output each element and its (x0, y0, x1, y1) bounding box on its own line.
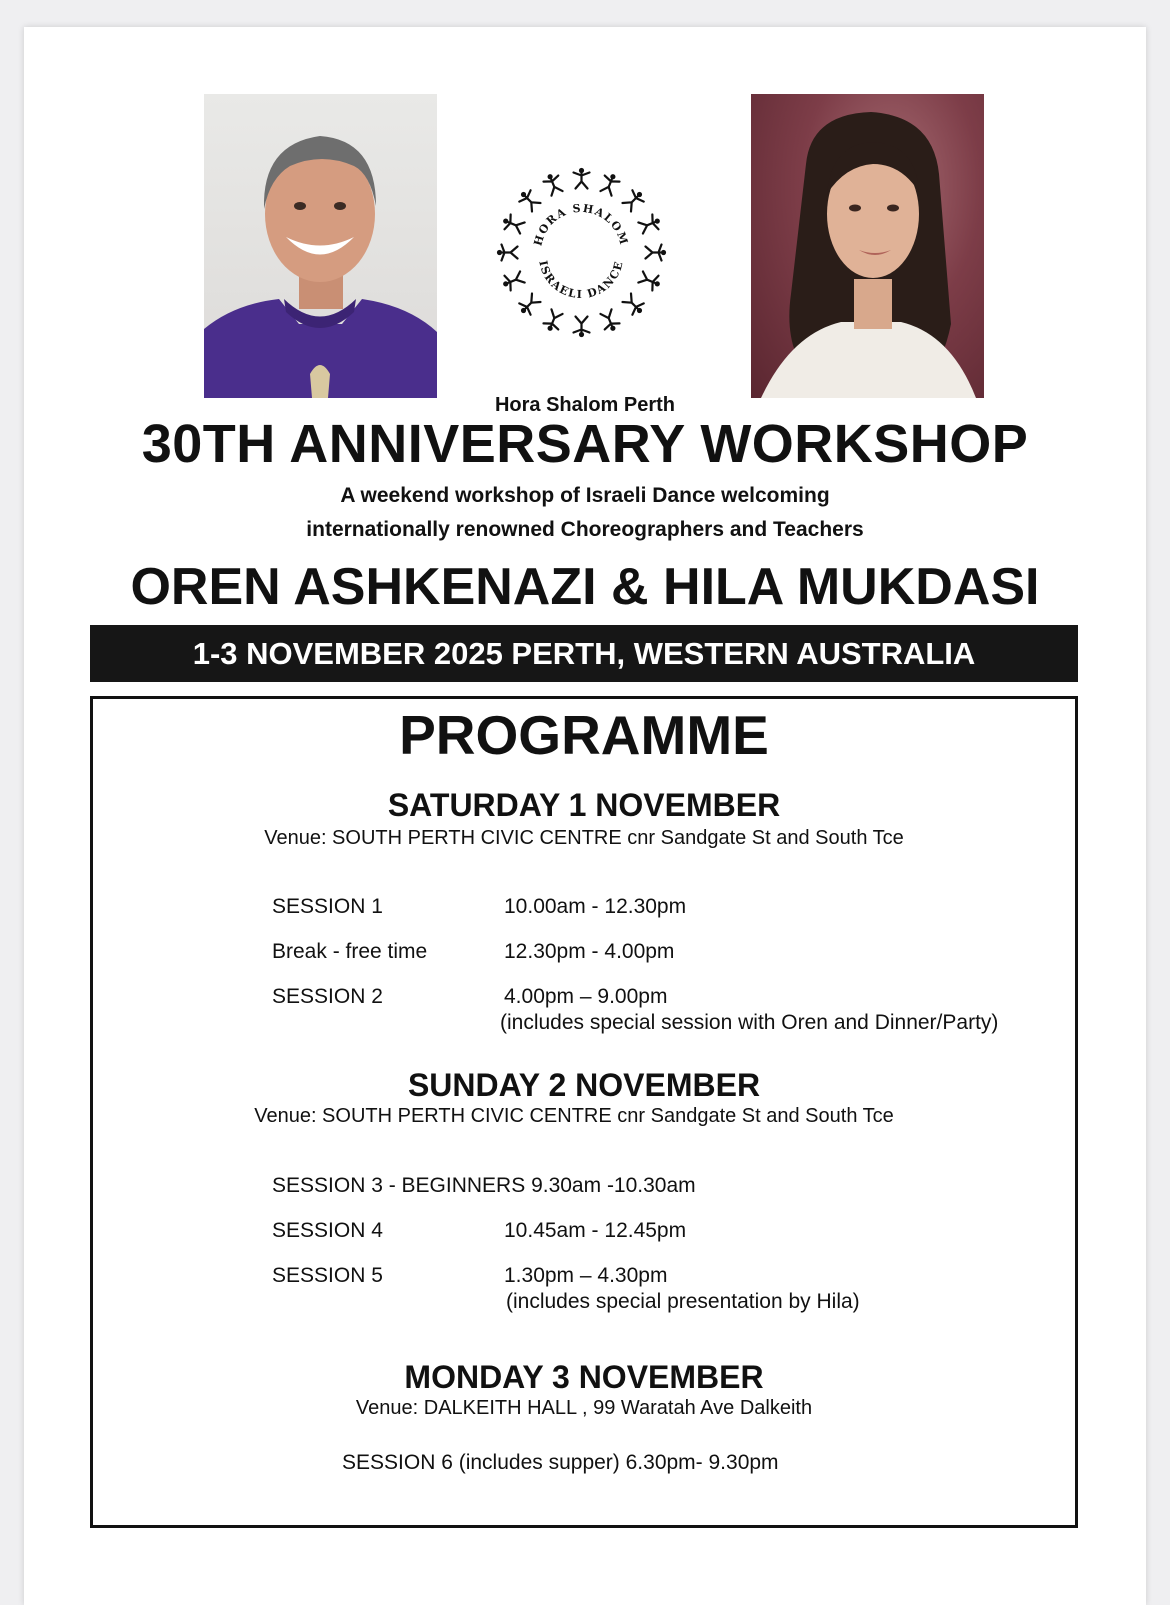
svg-text:HORA SHALOM (531, 202, 630, 248)
dancer-figure-icon (542, 309, 565, 334)
dancer-figure-icon (621, 292, 647, 318)
monday-venue: Venue: DALKEITH HALL , 99 Waratah Ave Dalkeith (355, 1397, 813, 1419)
workshop-title: 30TH ANNIVERSARY WORKSHOP (141, 414, 1029, 474)
monday-session-6: SESSION 6 (includes supper) 6.30pm- 9.30pm (342, 1451, 779, 1474)
date-banner: 1-3 NOVEMBER 2025 PERTH, WESTERN AUSTRALIA (90, 625, 1078, 682)
saturday-break-label: Break - free time (272, 940, 428, 963)
logo-text-top: HORA SHALOM (531, 201, 631, 248)
dancer-figure-icon (574, 317, 590, 338)
subtitle-line-2: internationally renowned Choreographers and Teachers (306, 518, 864, 541)
sunday-session-4-label: SESSION 4 (272, 1219, 383, 1242)
sunday-session-5-label: SESSION 5 (272, 1264, 383, 1287)
logo-text-bottom: ISRAELI DANCE (536, 259, 626, 302)
sunday-session-3-label: SESSION 3 - BEGINNERS 9.30am -10.30am (272, 1174, 696, 1197)
sunday-session-4-time: 10.45am - 12.45pm (504, 1219, 687, 1242)
sunday-session-5-time: 1.30pm – 4.30pm (504, 1264, 668, 1287)
organization-name: Hora Shalom Perth (494, 394, 676, 416)
dancer-figure-icon (497, 245, 518, 261)
dancer-figure-icon (638, 270, 663, 293)
flyer-page (24, 27, 1146, 1605)
saturday-session-1-label: SESSION 1 (272, 895, 383, 918)
dancer-figure-icon (500, 213, 525, 236)
dancer-figure-icon (516, 187, 542, 213)
dancer-figure-icon (516, 292, 542, 318)
dancer-figure-icon (500, 270, 525, 293)
dancer-figure-icon (599, 171, 622, 196)
sunday-session-5-note: (includes special presentation by Hila) (506, 1290, 860, 1313)
saturday-session-2-time: 4.00pm – 9.00pm (504, 985, 668, 1008)
teacher-names: OREN ASHKENAZI & HILA MUKDASI (130, 558, 1040, 616)
saturday-break-time: 12.30pm - 4.00pm (504, 940, 675, 963)
saturday-session-2-note: (includes special session with Oren and Dinner/Party) (500, 1011, 999, 1034)
programme-title: PROGRAMME (399, 704, 769, 766)
svg-text:ISRAELI DANCE (536, 259, 626, 301)
dancer-figure-icon (599, 309, 622, 334)
subtitle-line-1: A weekend workshop of Israeli Dance welcoming (340, 484, 830, 507)
hora-shalom-logo (489, 160, 674, 345)
saturday-venue: Venue: SOUTH PERTH CIVIC CENTRE cnr Sandgate St and South Tce (264, 827, 904, 849)
dancer-figure-icon (646, 245, 667, 261)
dancer-figure-icon (621, 187, 647, 213)
monday-heading: MONDAY 3 NOVEMBER (404, 1359, 764, 1395)
dancer-figure-icon (574, 168, 590, 189)
sunday-venue: Venue: SOUTH PERTH CIVIC CENTRE cnr Sandgate St and South Tce (254, 1105, 894, 1127)
saturday-session-1-time: 10.00am - 12.30pm (504, 895, 687, 918)
woman-portrait-photo (751, 94, 984, 398)
dancer-figure-icon (542, 171, 565, 196)
dancer-figure-icon (638, 213, 663, 236)
man-portrait-photo (204, 94, 437, 398)
sunday-heading: SUNDAY 2 NOVEMBER (407, 1067, 761, 1103)
saturday-heading: SATURDAY 1 NOVEMBER (387, 787, 781, 823)
saturday-session-2-label: SESSION 2 (272, 985, 383, 1008)
programme-box (90, 696, 1078, 1528)
